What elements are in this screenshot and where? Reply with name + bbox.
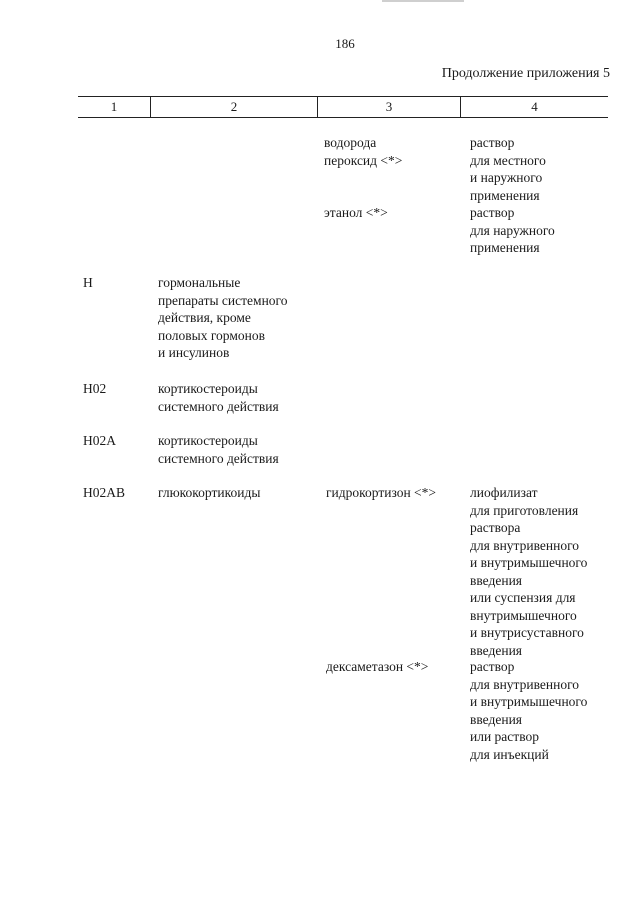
header-col-2: 2	[230, 99, 238, 114]
header-col-1: 1	[110, 99, 118, 114]
row-code: H02AB	[83, 485, 126, 500]
scan-artifact	[382, 0, 464, 2]
row-form: раствор для местного и наружного применения	[470, 135, 546, 203]
row-code: H02A	[83, 433, 116, 448]
header-col-4: 4	[531, 99, 538, 114]
row-group: кортикостероиды системного действия	[158, 381, 279, 414]
header-col-3: 3	[385, 99, 393, 114]
row-drug: гидрокортизон <*>	[326, 485, 437, 500]
row-drug: водорода пероксид <*>	[324, 135, 403, 168]
row-group: гормональные препараты системного действия, кроме половых гормонов и инсулинов	[158, 275, 288, 360]
continuation-label: Продолжение приложения 5	[441, 66, 610, 81]
table-header	[78, 96, 608, 118]
row-form: лиофилизат для приготовления раствора для внутривенного и внутримышечного введения или суспензия для внутримышечного и внутрисуставного введения	[470, 485, 588, 658]
row-group: кортикостероиды системного действия	[158, 433, 279, 466]
row-code: H02	[83, 381, 107, 396]
row-form: раствор для внутривенного и внутримышечного введения или раствор для инъекций	[470, 659, 588, 762]
row-code: H	[83, 275, 93, 290]
row-drug: дексаметазон <*>	[326, 659, 429, 674]
row-form: раствор для наружного применения	[470, 205, 555, 255]
row-drug: этанол <*>	[324, 205, 388, 220]
page-number: 186	[335, 36, 355, 51]
row-group: глюкокортикоиды	[158, 485, 261, 500]
